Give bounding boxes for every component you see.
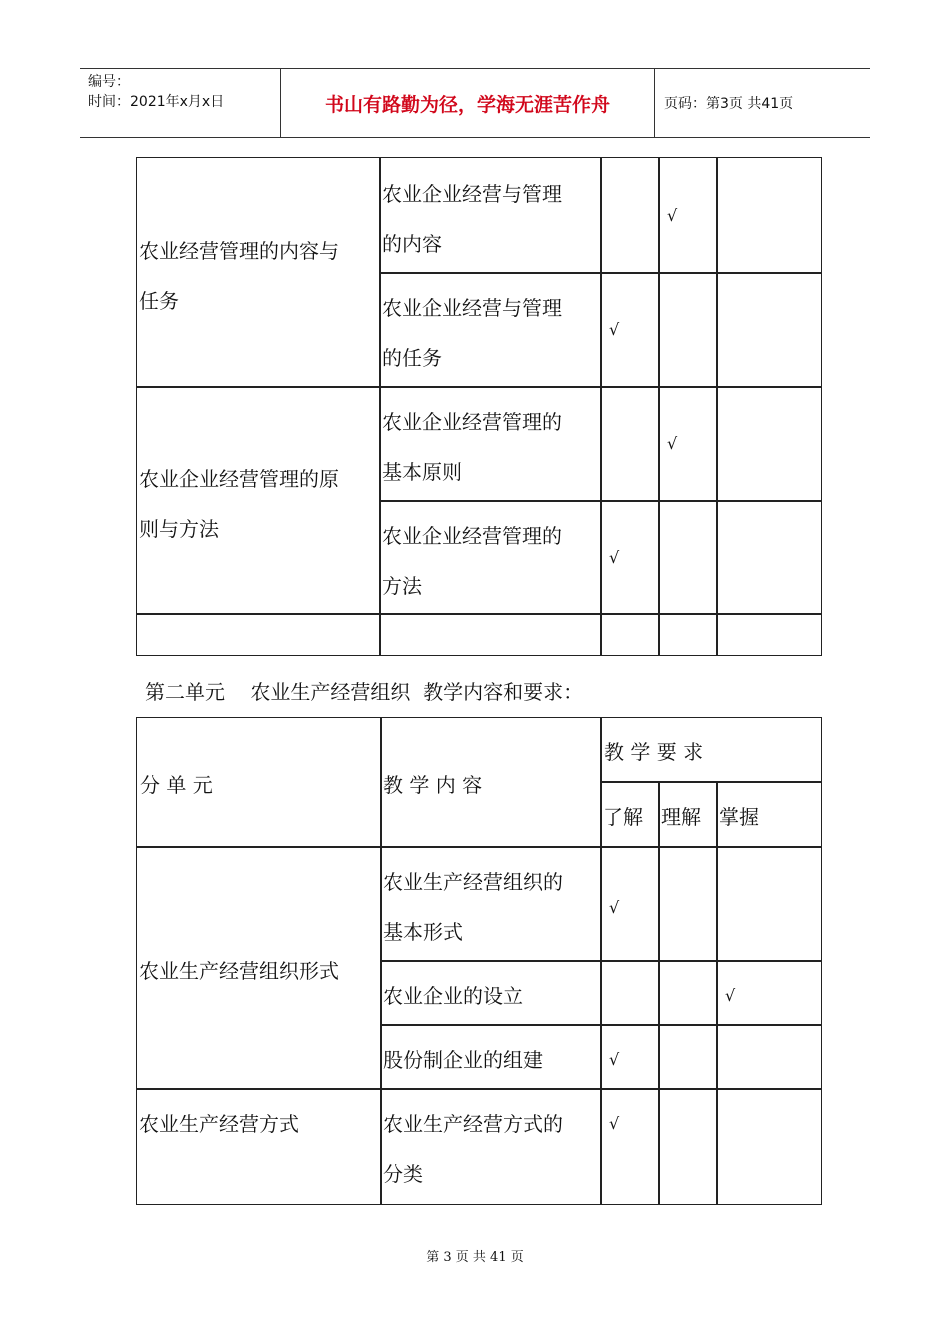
checkmark-know: √ [609,1114,620,1133]
content-item: 股份制企业的组建 [383,1048,543,1072]
checkmark-understand: √ [667,434,678,453]
content-item: 农业企业经营管理的 基本原则 [382,410,562,484]
header-understand: 理解 [661,805,701,829]
unit-name: 农业生产经营方式 [139,1112,299,1136]
content-item: 农业生产经营方式的 分类 [383,1112,563,1186]
teaching-table-unit1 [136,157,822,656]
header-master: 掌握 [719,805,759,829]
section-title: 第二单元 农业生产经营组织 教学内容和要求： [145,680,584,704]
header-motto: 书山有路勤为径，学海无涯苦作舟 [280,69,655,137]
content-item: 农业企业的设立 [383,984,523,1008]
content-item: 农业企业经营与管理 的任务 [382,296,562,370]
unit-name: 农业企业经营管理的原 则与方法 [139,467,339,541]
checkmark-master: √ [725,986,736,1005]
header-know: 了解 [603,805,643,829]
checkmark-know: √ [609,1050,620,1069]
checkmark-know: √ [609,898,620,917]
header-content: 教 学 内 容 [383,773,483,797]
page-footer: 第 3 页 共 41 页 [426,1250,524,1265]
header-unit: 分 单 元 [140,773,213,797]
checkmark-understand: √ [667,206,678,225]
content-item: 农业生产经营组织的 基本形式 [383,870,563,944]
teaching-table-unit2 [136,717,822,1205]
unit-name: 农业生产经营组织形式 [139,959,339,983]
content-item: 农业企业经营与管理 的内容 [382,182,562,256]
header-page-info: 页码：第3页 共41页 [664,96,794,112]
checkmark-know: √ [609,548,620,567]
header-meta [80,69,280,137]
content-item: 农业企业经营管理的 方法 [382,524,562,598]
document-number-label: 编号： [88,74,130,90]
header-requirement: 教 学 要 求 [604,740,704,764]
unit-name: 农业经营管理的内容与 任务 [139,239,339,313]
document-date: 时间：2021年x月x日 [88,94,225,110]
checkmark-know: √ [609,320,620,339]
page-header [80,68,870,138]
